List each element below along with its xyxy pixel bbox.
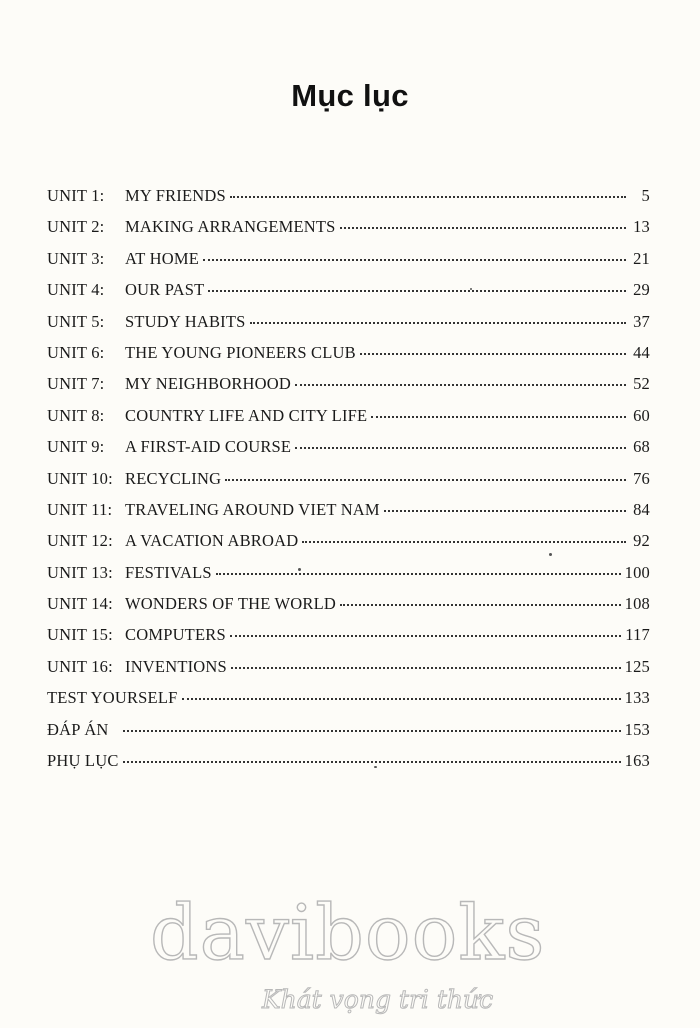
entry-title: COUNTRY LIFE AND CITY LIFE — [125, 405, 368, 425]
entry-title: RECYCLING — [125, 468, 222, 488]
entry-label: UNIT 7: — [47, 374, 105, 394]
toc-entry — [47, 217, 650, 248]
dot-leader — [208, 290, 626, 292]
dot-leader — [360, 353, 626, 355]
entry-label: UNIT 11: — [47, 499, 113, 519]
entry-title: A VACATION ABROAD — [125, 531, 299, 551]
toc-entry — [47, 594, 650, 625]
entry-page-number: 68 — [633, 437, 650, 457]
dot-leader — [295, 447, 626, 449]
entry-title: MAKING ARRANGEMENTS — [125, 217, 336, 237]
entry-title: OUR PAST — [125, 280, 205, 300]
entry-label: UNIT 8: — [47, 405, 105, 425]
paper-speck — [470, 288, 472, 290]
entry-title: MY FRIENDS — [125, 186, 226, 205]
entry-title: TEST YOURSELF — [47, 688, 178, 708]
dot-leader — [225, 479, 626, 481]
entry-label: UNIT 1: — [47, 186, 105, 205]
toc-entry — [47, 751, 650, 782]
toc-entry — [47, 531, 650, 562]
toc-entry — [47, 657, 650, 688]
entry-page-number: 5 — [641, 186, 650, 205]
entry-label: UNIT 16: — [47, 656, 113, 676]
entry-page-number: 21 — [633, 248, 650, 268]
entry-label: UNIT 2: — [47, 217, 105, 237]
entry-title: MY NEIGHBORHOOD — [125, 374, 292, 394]
entry-label: UNIT 9: — [47, 437, 105, 457]
toc-entry — [47, 406, 650, 437]
dot-leader — [384, 510, 626, 512]
entry-title: FESTIVALS — [125, 562, 212, 582]
toc-entry — [47, 720, 650, 751]
entry-title: STUDY HABITS — [125, 311, 246, 331]
entry-page-number: 29 — [633, 280, 650, 300]
entry-label: UNIT 5: — [47, 311, 105, 331]
entry-title: THE YOUNG PIONEERS CLUB — [125, 342, 356, 362]
entry-label: UNIT 14: — [47, 594, 113, 614]
dot-leader — [231, 667, 621, 669]
toc-entry — [47, 563, 650, 594]
table-of-contents — [47, 186, 650, 782]
entry-label: UNIT 12: — [47, 531, 113, 551]
toc-entry — [47, 374, 650, 405]
dot-leader — [230, 196, 626, 198]
entry-label: UNIT 6: — [47, 342, 105, 362]
toc-entry — [47, 688, 650, 719]
dot-leader — [250, 322, 626, 324]
entry-page-number: 108 — [624, 594, 650, 614]
paper-speck — [298, 568, 301, 571]
toc-entry — [47, 625, 650, 656]
entry-page-number: 52 — [633, 374, 650, 394]
entry-label: UNIT 15: — [47, 625, 113, 645]
watermark-tagline: Khát vọng tri thức — [262, 985, 494, 1014]
dot-leader — [295, 384, 626, 386]
dot-leader — [371, 416, 626, 418]
page-title: Mục lục — [291, 78, 409, 113]
entry-page-number: 84 — [633, 499, 650, 519]
dot-leader — [203, 259, 626, 261]
entry-label: UNIT 4: — [47, 280, 105, 300]
toc-entry — [47, 500, 650, 531]
watermark-brand: davibooks — [150, 888, 546, 977]
entry-page-number: 13 — [633, 217, 650, 237]
toc-entry — [47, 186, 650, 217]
entry-title: COMPUTERS — [125, 625, 226, 645]
paper-speck — [374, 766, 377, 768]
toc-entry — [47, 469, 650, 500]
entry-page-number: 100 — [624, 562, 650, 582]
entry-page-number: 117 — [625, 625, 650, 645]
entry-page-number: 37 — [633, 311, 650, 331]
entry-label: UNIT 10: — [47, 468, 113, 488]
dot-leader — [340, 604, 621, 606]
entry-page-number: 76 — [633, 468, 650, 488]
entry-title: TRAVELING AROUND VIET NAM — [125, 499, 380, 519]
entry-title: AT HOME — [125, 248, 199, 268]
dot-leader — [182, 698, 621, 700]
entry-title: A FIRST-AID COURSE — [125, 437, 292, 457]
toc-entry — [47, 249, 650, 280]
paper-speck — [549, 553, 552, 556]
entry-page-number: 133 — [624, 688, 650, 708]
entry-title: PHỤ LỤC — [47, 751, 119, 771]
entry-label: UNIT 3: — [47, 248, 105, 268]
dot-leader — [340, 227, 626, 229]
toc-entry — [47, 343, 650, 374]
dot-leader — [302, 541, 626, 543]
entry-label: UNIT 13: — [47, 562, 113, 582]
dot-leader — [123, 730, 621, 732]
dot-leader — [123, 761, 621, 763]
toc-entry — [47, 312, 650, 343]
entry-title: WONDERS OF THE WORLD — [125, 594, 337, 614]
toc-entry — [47, 280, 650, 311]
entry-page-number: 60 — [633, 405, 650, 425]
entry-title: INVENTIONS — [125, 656, 227, 676]
entry-page-number: 44 — [633, 342, 650, 362]
toc-entry — [47, 437, 650, 468]
dot-leader — [216, 573, 621, 575]
entry-title: ĐÁP ÁN — [47, 719, 109, 739]
dot-leader — [230, 635, 621, 637]
entry-page-number: 153 — [624, 719, 650, 739]
entry-page-number: 92 — [633, 531, 650, 551]
entry-page-number: 163 — [624, 751, 650, 771]
entry-page-number: 125 — [624, 656, 650, 676]
